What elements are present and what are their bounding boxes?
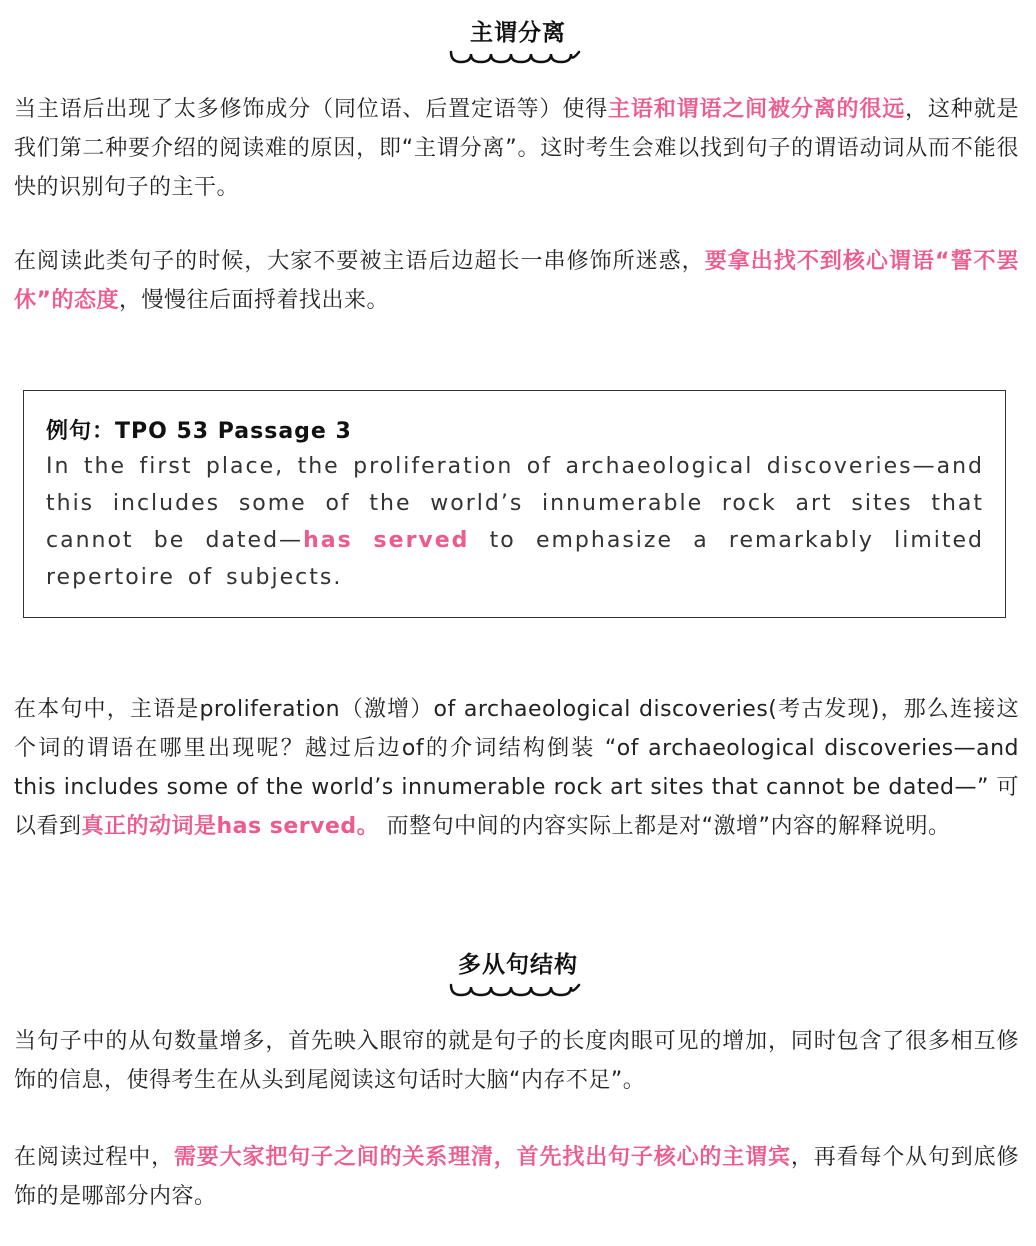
text-run: 在阅读此类句子的时候，大家不要被主语后边超长一串修饰所迷惑， xyxy=(14,249,705,274)
text-run: ，这种就是我们第二种要介绍的阅读难的原因，即“主谓分离”。这时考生会难以找到句子的谓语动词从而不能很快的识别句子的主干。 xyxy=(14,97,1019,200)
highlight-verb: has served xyxy=(303,528,470,553)
advice-paragraph xyxy=(14,242,1019,320)
text-run: ，慢慢往后面捋着找出来。 xyxy=(118,288,389,313)
text-run: 在阅读过程中， xyxy=(14,1145,174,1170)
text-run: 当主语后出现了太多修饰成分（同位语、后置定语等）使得 xyxy=(14,97,609,122)
section-heading-multi-clause: 多从句结构 xyxy=(458,952,578,978)
highlight-text: 要拿出找不到核心谓语“誓不罢休”的态度 xyxy=(14,249,1019,313)
example-sentence xyxy=(46,448,984,596)
text-run: 在本句中，主语是proliferation（激增）of archaeological discoveries(考古发现)，那么连接这个词的谓语在哪里出现呢？越过后边of的介词结构倒装 “of archaeological discoveries—and this includes some of the world’s innumerable rock art sites that cannot be dated—” 可以看到 xyxy=(14,697,1019,839)
intro-paragraph xyxy=(14,90,1019,207)
analysis-paragraph xyxy=(14,690,1019,846)
section-heading-subject-predicate-separation: 主谓分离 xyxy=(470,20,566,46)
text-run: to emphasize a remarkably limited repertoire of subjects. xyxy=(46,528,984,590)
highlight-text: 主语和谓语之间被分离的很远 xyxy=(608,97,906,122)
text-run: In the first place, the proliferation of archaeological discoveries—and this includes some of the world’s innumerable rock art sites that cannot be dated— xyxy=(46,454,984,553)
text-run: ，再看每个从句到底修饰的是哪部分内容。 xyxy=(14,1145,1019,1209)
highlight-text: 真正的动词是has served。 xyxy=(81,814,380,839)
example-title: 例句：TPO 53 Passage 3 xyxy=(46,419,352,444)
text-run: 而整句中间的内容实际上都是对“激增”内容的解释说明。 xyxy=(379,814,951,839)
wave-divider-icon xyxy=(449,982,581,998)
multi-clause-paragraph: 当句子中的从句数量增多，首先映入眼帘的就是句子的长度肉眼可见的增加，同时包含了很多相互修饰的信息，使得考生在从头到尾阅读这句话时大脑“内存不足”。 xyxy=(14,1029,1019,1093)
multi-clause-advice-paragraph xyxy=(14,1138,1019,1216)
highlight-text: 需要大家把句子之间的关系理清，首先找出句子核心的主谓宾 xyxy=(173,1145,791,1170)
wave-divider-icon xyxy=(449,49,581,65)
